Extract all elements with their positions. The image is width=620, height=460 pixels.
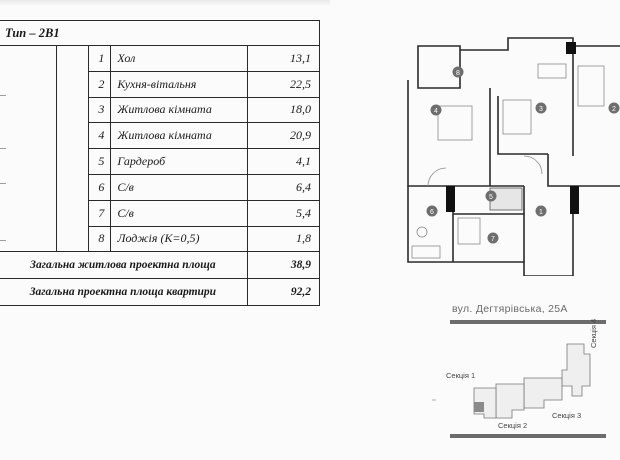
scan-mark	[0, 183, 6, 184]
site-highlight	[474, 402, 484, 412]
divider-rule	[450, 320, 606, 324]
blank-cell	[0, 46, 57, 252]
room-number: 6	[89, 174, 111, 200]
room-name: С/в	[111, 200, 247, 226]
scan-mark	[0, 240, 6, 241]
room-number: 1	[89, 46, 111, 72]
room-area: 4,1	[247, 149, 319, 175]
section-label-1: Секція 1	[446, 371, 476, 380]
room-marker-label: 4	[434, 108, 438, 115]
room-name: Кухня-вітальня	[111, 71, 247, 97]
total-value: 92,2	[247, 279, 319, 306]
room-number: 4	[89, 123, 111, 149]
area-table	[0, 20, 320, 306]
wall-block	[566, 42, 576, 54]
room-marker	[453, 67, 464, 78]
scan-mark	[0, 148, 6, 149]
room-marker-label: 5	[489, 194, 493, 201]
total-label: Загальна проектна площа квартири	[0, 279, 247, 306]
room-name: Лоджія (К=0,5)	[111, 226, 247, 252]
total-row-living	[0, 252, 320, 279]
room-name: С/в	[111, 174, 247, 200]
wall-block	[570, 186, 579, 214]
plan-walls	[408, 38, 620, 276]
room-name: Хол	[111, 46, 247, 72]
room-number: 3	[89, 97, 111, 123]
total-label: Загальна житлова проектна площа	[0, 252, 247, 279]
room-name: Житлова кімната	[111, 97, 247, 123]
room-markers	[427, 67, 620, 244]
room-marker	[486, 191, 497, 202]
room-marker-label: 3	[539, 106, 543, 113]
section-label-2: Секція 2	[498, 421, 528, 430]
room-marker	[488, 233, 499, 244]
total-value: 38,9	[247, 252, 319, 279]
room-marker-label: 7	[491, 236, 495, 243]
room-name: Житлова кімната	[111, 123, 247, 149]
total-row-apartment	[0, 279, 320, 306]
wall-block	[446, 186, 455, 212]
room-marker-label: 2	[612, 106, 616, 113]
table-row	[0, 46, 320, 72]
room-name: Гардероб	[111, 149, 247, 175]
room-marker-label: 1	[539, 209, 543, 216]
room-marker-label: 6	[430, 209, 434, 216]
type-label: Тип – 2В1	[0, 21, 320, 46]
site-buildings	[474, 344, 590, 418]
room-number: 5	[89, 149, 111, 175]
section-label-3: Секція 3	[552, 411, 582, 420]
room-area: 18,0	[247, 97, 319, 123]
room-area: 1,8	[247, 226, 319, 252]
floor-plan	[398, 36, 620, 276]
furniture	[412, 64, 604, 258]
room-marker-label: 8	[456, 70, 460, 77]
divider-rule	[450, 434, 606, 438]
room-area: 20,9	[247, 123, 319, 149]
room-marker	[536, 103, 547, 114]
room-area: 13,1	[247, 46, 319, 72]
street-address: вул. Дегтярівська, 25А	[452, 303, 568, 315]
type-row	[0, 21, 320, 46]
blank-cell	[57, 46, 89, 252]
room-number: 7	[89, 200, 111, 226]
scan-mark	[0, 95, 6, 96]
room-number: 8	[89, 226, 111, 252]
room-marker	[609, 103, 620, 114]
room-area: 5,4	[247, 200, 319, 226]
section-label-4: Секція 4	[589, 318, 598, 348]
room-area: 6,4	[247, 174, 319, 200]
room-marker	[427, 206, 438, 217]
room-marker	[431, 105, 442, 116]
room-marker	[536, 206, 547, 217]
scan-edge	[0, 0, 330, 6]
site-plan	[432, 340, 612, 436]
room-area: 22,5	[247, 71, 319, 97]
room-number: 2	[89, 71, 111, 97]
